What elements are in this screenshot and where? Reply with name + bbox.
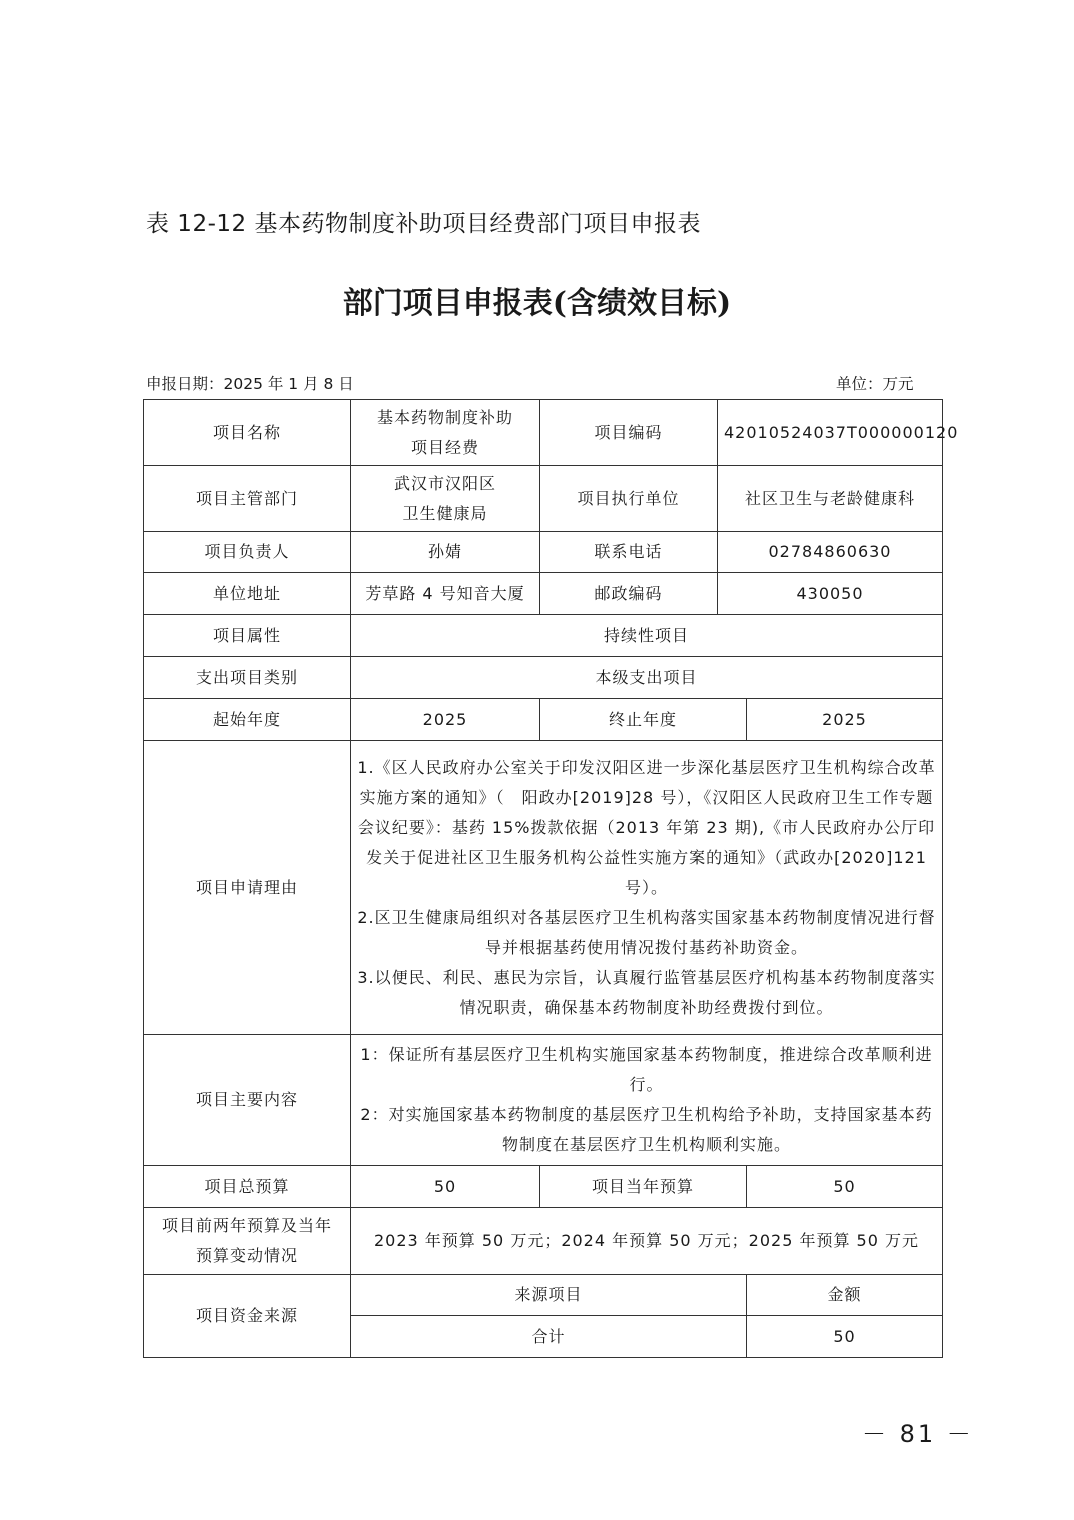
table-row xyxy=(144,1208,943,1275)
sum-amount-value: 50 xyxy=(747,1316,943,1358)
project-code-value: 42010524037T000000120 xyxy=(718,400,943,466)
content-item-1: 1：保证所有基层医疗卫生机构实施国家基本药物制度，推进综合改革顺利进行。 xyxy=(360,1045,933,1094)
label-amount: 金额 xyxy=(747,1275,943,1316)
label-total-budget: 项目总预算 xyxy=(144,1166,351,1208)
label-dept: 项目主管部门 xyxy=(144,466,351,532)
project-name-line-2: 项目经费 xyxy=(410,437,479,457)
table-row xyxy=(144,615,943,657)
reason-item-2: 2.区卫生健康局组织对各基层医疗卫生机构落实国家基本药物制度情况进行督导并根据基药使用情况拨付基药补助资金。 xyxy=(357,907,936,957)
report-date: 申报日期：2025 年 1 月 8 日 xyxy=(146,375,354,393)
start-year-value: 2025 xyxy=(351,699,540,741)
category-value: 本级支出项目 xyxy=(351,657,943,699)
label-leader: 项目负责人 xyxy=(144,532,351,573)
label-project-name: 项目名称 xyxy=(144,400,351,466)
label-source-item: 来源项目 xyxy=(351,1275,747,1316)
declaration-form xyxy=(143,399,959,1358)
dept-line-1: 武汉市汉阳区 xyxy=(393,473,496,493)
page-number: － 81 － xyxy=(862,1420,974,1448)
reason-value xyxy=(351,741,943,1035)
label-project-code: 项目编码 xyxy=(540,400,718,466)
table-row xyxy=(144,1035,943,1166)
label-address: 单位地址 xyxy=(144,573,351,615)
unit-label: 单位：万元 xyxy=(836,375,914,393)
current-budget-value: 50 xyxy=(747,1166,943,1208)
table-row xyxy=(144,1275,943,1316)
label-start-year: 起始年度 xyxy=(144,699,351,741)
project-name-value xyxy=(351,400,540,466)
table-row xyxy=(144,466,943,532)
label-end-year: 终止年度 xyxy=(540,699,747,741)
label-category: 支出项目类别 xyxy=(144,657,351,699)
exec-unit-value: 社区卫生与老龄健康科 xyxy=(718,466,943,532)
label-fund-source: 项目资金来源 xyxy=(144,1275,351,1358)
table-row xyxy=(144,532,943,573)
project-name-line-1: 基本药物制度补助 xyxy=(376,407,513,427)
dept-value xyxy=(351,466,540,532)
label-content: 项目主要内容 xyxy=(144,1035,351,1166)
content-item-2: 2：对实施国家基本药物制度的基层医疗卫生机构给予补助，支持国家基本药物制度在基层医疗卫生机构顺利实施。 xyxy=(360,1105,933,1154)
table-row xyxy=(144,657,943,699)
label-exec-unit: 项目执行单位 xyxy=(540,466,718,532)
sum-label: 合计 xyxy=(351,1316,747,1358)
attr-value: 持续性项目 xyxy=(351,615,943,657)
table-row xyxy=(144,741,943,1035)
label-phone: 联系电话 xyxy=(540,532,718,573)
phone-value: 02784860630 xyxy=(718,532,943,573)
address-value: 芳草路 4 号知音大厦 xyxy=(351,573,540,615)
label-attr: 项目属性 xyxy=(144,615,351,657)
label-postcode: 邮政编码 xyxy=(540,573,718,615)
table-row xyxy=(144,699,943,741)
reason-item-3: 3.以便民、利民、惠民为宗旨，认真履行监管基层医疗机构基本药物制度落实情况职责，确保基本药物制度补助经费拨付到位。 xyxy=(357,967,936,1017)
label-history-line-1: 项目前两年预算及当年 xyxy=(161,1216,332,1235)
reason-item-1: 1.《区人民政府办公室关于印发汉阳区进一步深化基层医疗卫生机构综合改革实施方案的通知》（ 阳政办[2019]28 号），《汉阳区人民政府卫生工作专题会议纪要》：基药 15%拨款依据（2013 年第 23 期),《市人民政府办公厅印发关于促进社区卫生服务机构公益性实施方案的通知》（武政办[2020]121 号）。 xyxy=(357,757,936,897)
content-value xyxy=(351,1035,943,1166)
label-current-budget: 项目当年预算 xyxy=(540,1166,747,1208)
total-budget-value: 50 xyxy=(351,1166,540,1208)
leader-value: 孙婧 xyxy=(351,532,540,573)
label-history-line-2: 预算变动情况 xyxy=(195,1246,298,1265)
dept-line-2: 卫生健康局 xyxy=(402,503,488,523)
label-history xyxy=(144,1208,351,1275)
table-row xyxy=(144,1166,943,1208)
table-row xyxy=(144,400,943,466)
postcode-value: 430050 xyxy=(718,573,943,615)
end-year-value: 2025 xyxy=(747,699,943,741)
table-row xyxy=(144,573,943,615)
page-title: 部门项目申报表(含绩效目标) xyxy=(342,286,732,321)
label-reason: 项目申请理由 xyxy=(144,741,351,1035)
table-caption: 表 12-12 基本药物制度补助项目经费部门项目申报表 xyxy=(146,211,701,237)
history-value: 2023 年预算 50 万元；2024 年预算 50 万元；2025 年预算 50 万元 xyxy=(351,1208,943,1275)
